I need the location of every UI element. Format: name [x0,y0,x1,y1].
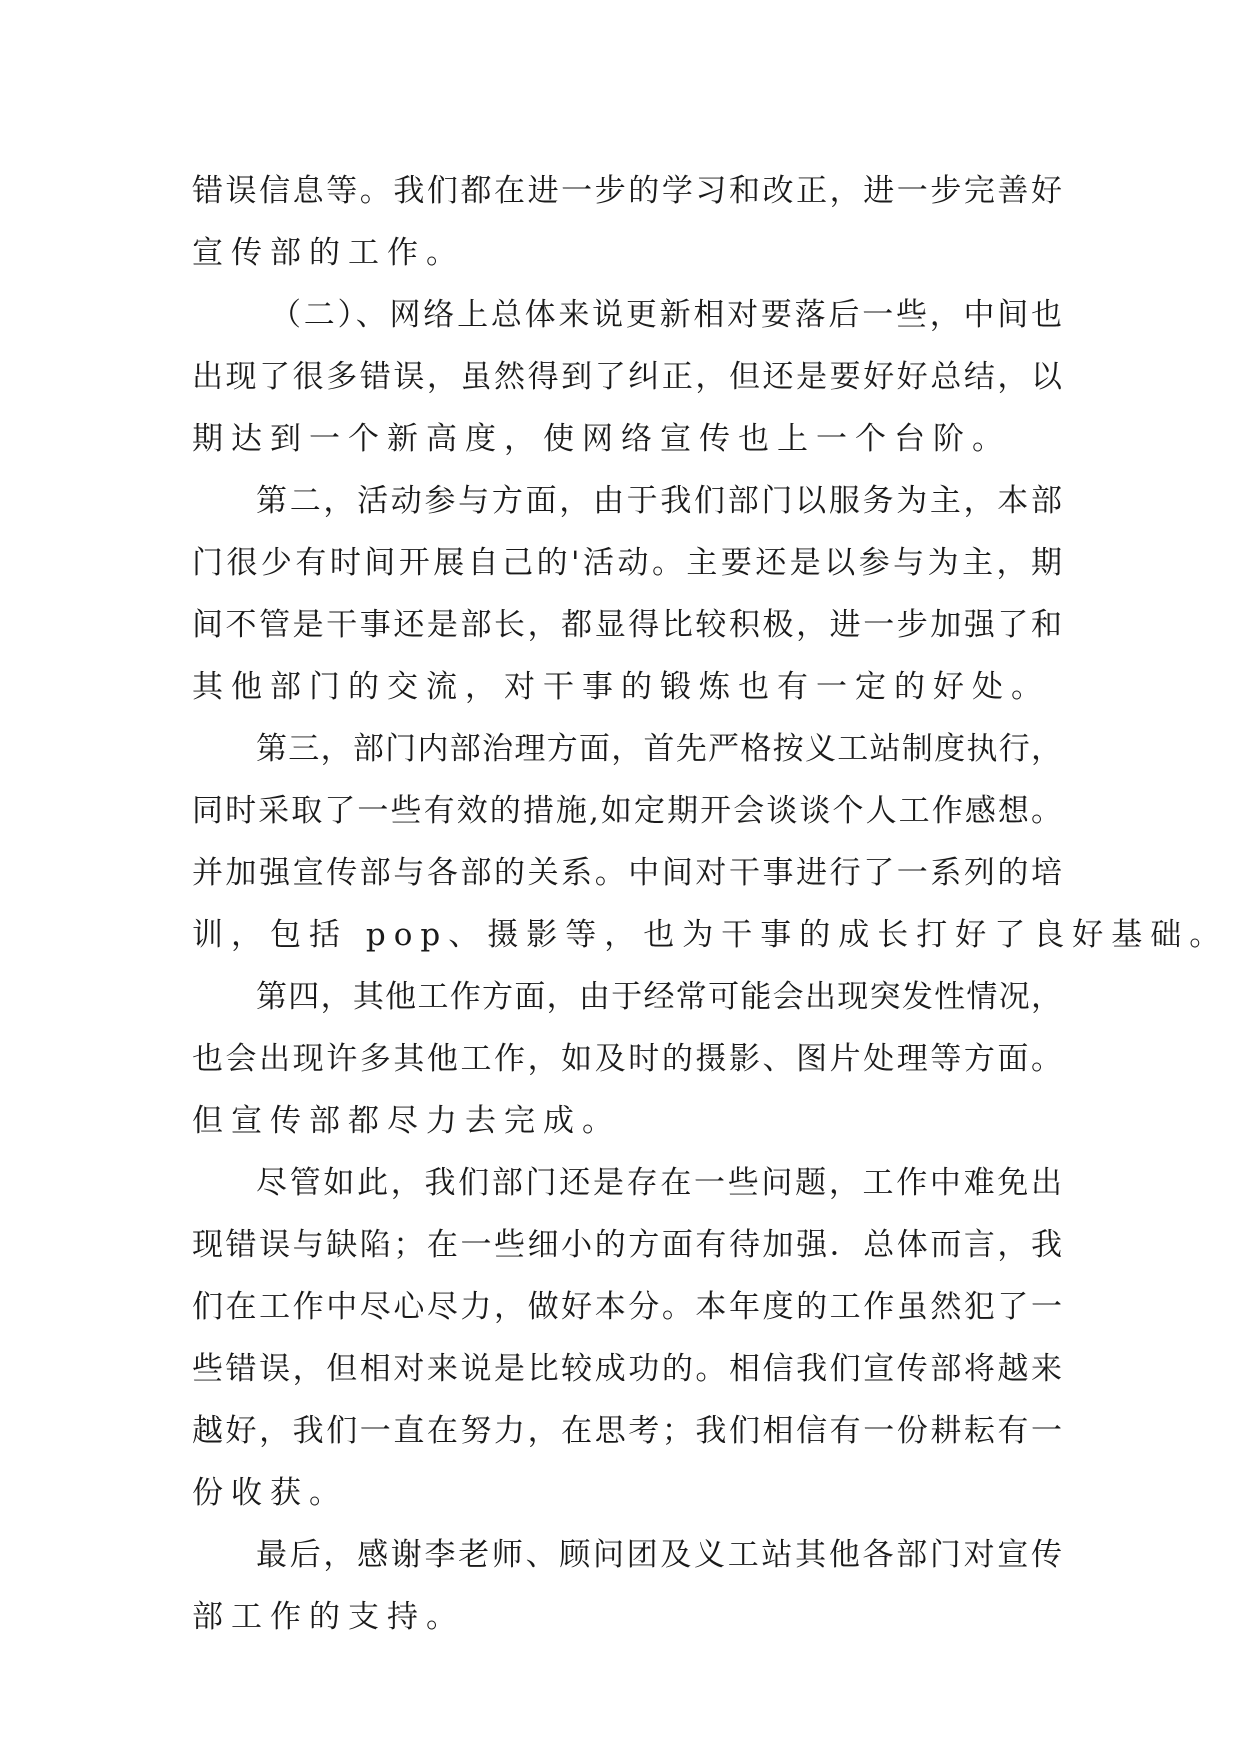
text-line: 并加强宣传部与各部的关系。中间对干事进行了一系列的培 [192,855,1062,891]
text-line: 错误信息等。我们都在进一步的学习和改正，进一步完善好 [192,173,1062,209]
text-line: 同时采取了一些有效的措施,如定期开会谈谈个人工作感想。 [192,793,1062,829]
text-line: 门很少有时间开展自己的'活动。主要还是以参与为主，期 [192,545,1062,581]
text-line: 宣传部的工作。 [192,235,465,271]
text-line: 最后，感谢李老师、顾问团及义工站其他各部门对宣传 [256,1537,1062,1573]
paragraph [192,718,1229,966]
text-line: （二）、网络上总体来说更新相对要落后一些，中间也 [270,297,1062,333]
paragraph [192,966,1062,1152]
text-line: 间不管是干事还是部长，都显得比较积极，进一步加强了和 [192,607,1062,643]
text-line: 第三，部门内部治理方面，首先严格按义工站制度执行， [256,731,1062,767]
paragraph [192,1152,1062,1524]
paragraph [192,1524,1062,1648]
text-line: 期达到一个新高度，使网络宣传也上一个台阶。 [192,421,1011,457]
document-body [192,160,1229,1648]
text-line: 现错误与缺陷；在一些细小的方面有待加强．总体而言，我 [192,1227,1062,1263]
text-line: 份收获。 [192,1475,348,1511]
text-line: 尽管如此，我们部门还是存在一些问题，工作中难免出 [256,1165,1062,1201]
paragraph [192,470,1062,718]
paragraph [192,284,1062,470]
paragraph [192,160,1062,284]
text-line: 越好，我们一直在努力，在思考；我们相信有一份耕耘有一 [192,1413,1062,1449]
text-line: 也会出现许多其他工作，如及时的摄影、图片处理等方面。 [192,1041,1062,1077]
text-line: 们在工作中尽心尽力，做好本分。本年度的工作虽然犯了一 [192,1289,1062,1325]
text-line: 但宣传部都尽力去完成。 [192,1103,621,1139]
text-line: 部工作的支持。 [192,1599,465,1635]
text-line: 第二，活动参与方面，由于我们部门以服务为主，本部 [256,483,1062,519]
text-line: 训，包括 pop、摄影等，也为干事的成长打好了良好基础。 [192,917,1229,953]
text-line: 出现了很多错误，虽然得到了纠正，但还是要好好总结，以 [192,359,1062,395]
text-line: 第四，其他工作方面，由于经常可能会出现突发性情况， [256,979,1062,1015]
text-line: 其他部门的交流，对干事的锻炼也有一定的好处。 [192,669,1050,705]
text-line: 些错误，但相对来说是比较成功的。相信我们宣传部将越来 [192,1351,1062,1387]
